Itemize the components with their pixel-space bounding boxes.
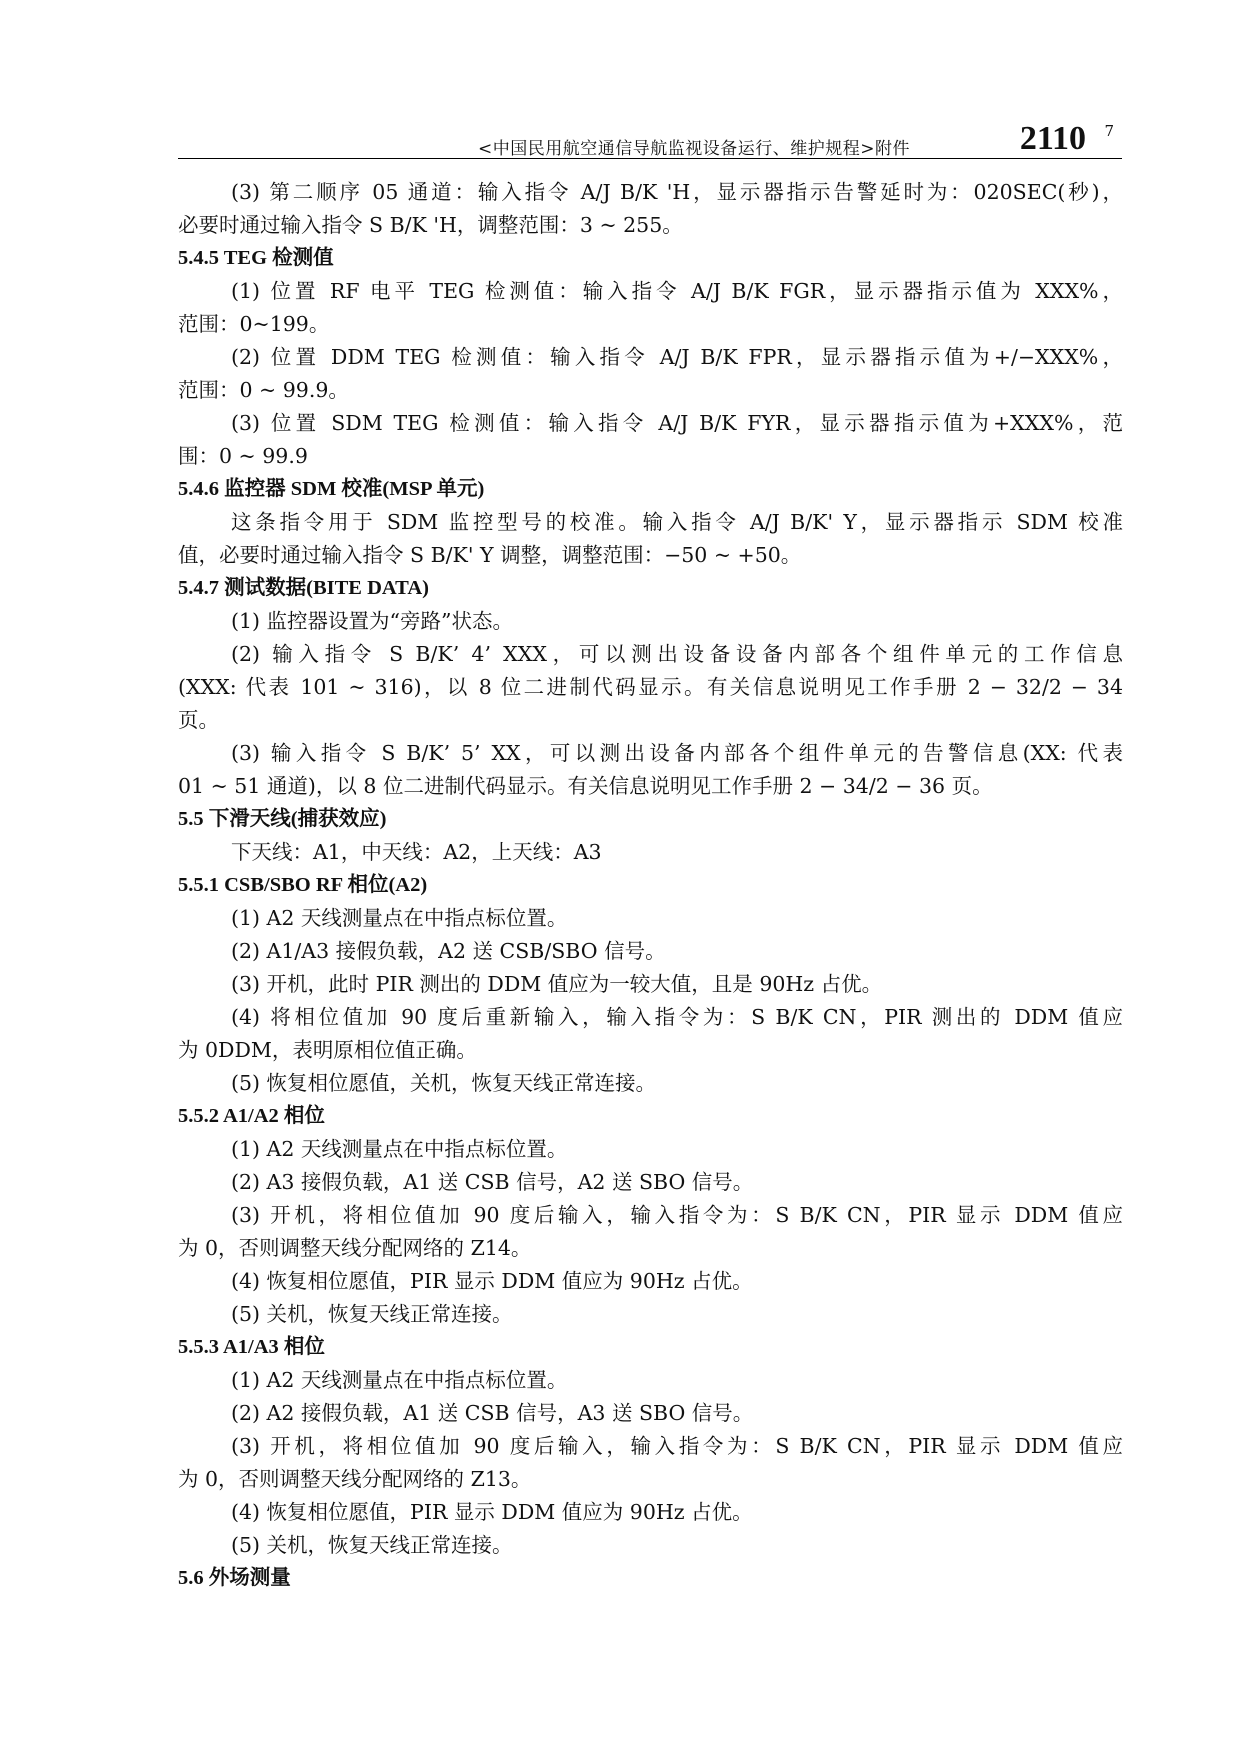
header-document-number: 2110 [1019, 120, 1086, 157]
text-line: (3) 开机，将相位值加 90 度后输入，输入指令为：S B/K CN，PIR 显示 DDM 值应 [231, 1434, 1123, 1458]
text-line: 范围：0 ~ 99.9。 [178, 378, 349, 402]
text-line: 这条指令用于 SDM 监控型号的校准。输入指令 A/J B/K' Y，显示器指示 SDM 校准 [231, 510, 1123, 534]
text-line: (2) 输入指令 S B/K’ 4’ XXX，可以测出设备设备内部各个组件单元的工作信息 [231, 642, 1123, 666]
text-line: (4) 恢复相位愿值，PIR 显示 DDM 值应为 90Hz 占优。 [231, 1269, 753, 1293]
section-heading: 5.5.3 A1/A3 相位 [178, 1336, 325, 1358]
text-line: 范围：0~199。 [178, 312, 330, 336]
text-line: 必要时通过输入指令 S B/K 'H，调整范围：3 ~ 255。 [178, 213, 683, 237]
text-line: (3) 位置 SDM TEG 检测值：输入指令 A/J B/K FYR，显示器指示值为+XXX%，范 [231, 411, 1123, 435]
text-line: 围：0 ~ 99.9 [178, 444, 308, 468]
text-line: (3) 开机，将相位值加 90 度后输入，输入指令为：S B/K CN，PIR 显示 DDM 值应 [231, 1203, 1123, 1227]
section-heading: 5.5.1 CSB/SBO RF 相位(A2) [178, 874, 428, 896]
text-line: 值，必要时通过输入指令 S B/K' Y 调整，调整范围：−50 ~ +50。 [178, 543, 802, 567]
text-line: 为 0，否则调整天线分配网络的 Z14。 [178, 1236, 532, 1260]
header-title: <中国民用航空通信导航监视设备运行、维护规程>附件 [478, 139, 910, 159]
text-line: (5) 恢复相位愿值，关机，恢复天线正常连接。 [231, 1071, 657, 1095]
text-line: (2) 位置 DDM TEG 检测值：输入指令 A/J B/K FPR，显示器指示值为+/−XXX%， [231, 345, 1123, 369]
header-rule [178, 158, 1122, 159]
text-line: (4) 将相位值加 90 度后重新输入，输入指令为：S B/K CN，PIR 测出的 DDM 值应 [231, 1005, 1123, 1029]
text-line: 页。 [178, 708, 219, 732]
text-line: (1) A2 天线测量点在中指点标位置。 [231, 1137, 568, 1161]
text-line: 为 0DDM，表明原相位值正确。 [178, 1038, 477, 1062]
section-heading: 5.4.5 TEG 检测值 [178, 247, 334, 269]
section-heading: 5.4.7 测试数据(BITE DATA) [178, 577, 429, 599]
text-line: (1) A2 天线测量点在中指点标位置。 [231, 1368, 568, 1392]
header-page-number: 7 [1104, 122, 1114, 140]
text-line: (4) 恢复相位愿值，PIR 显示 DDM 值应为 90Hz 占优。 [231, 1500, 753, 1524]
section-heading: 5.5 下滑天线(捕获效应) [178, 808, 387, 830]
text-line: (2) A2 接假负载，A1 送 CSB 信号，A3 送 SBO 信号。 [231, 1401, 754, 1425]
text-line: (1) A2 天线测量点在中指点标位置。 [231, 906, 568, 930]
section-heading: 5.5.2 A1/A2 相位 [178, 1105, 325, 1127]
section-heading: 5.6 外场测量 [178, 1567, 291, 1589]
text-line: (5) 关机，恢复天线正常连接。 [231, 1302, 513, 1326]
text-line: (1) 监控器设置为“旁路”状态。 [231, 609, 514, 633]
text-line: (XXX: 代表 101 ~ 316)，以 8 位二进制代码显示。有关信息说明见工作手册 2 − 32/2 − 34 [178, 675, 1123, 699]
text-line: (3) 开机，此时 PIR 测出的 DDM 值应为一较大值，且是 90Hz 占优。 [231, 972, 883, 996]
page-header [178, 112, 1122, 162]
text-line: 01 ~ 51 通道)，以 8 位二进制代码显示。有关信息说明见工作手册 2 − 34/2 − 36 页。 [178, 774, 993, 798]
text-line: (3) 第二顺序 05 通道：输入指令 A/J B/K 'H，显示器指示告警延时为：020SEC(秒)， [231, 180, 1123, 204]
text-line: (2) A3 接假负载，A1 送 CSB 信号，A2 送 SBO 信号。 [231, 1170, 754, 1194]
text-line: (1) 位置 RF 电平 TEG 检测值：输入指令 A/J B/K FGR，显示器指示值为 XXX%， [231, 279, 1123, 303]
text-line: (3) 输入指令 S B/K’ 5’ XX，可以测出设备内部各个组件单元的告警信息(XX: 代表 [231, 741, 1123, 765]
text-line: (2) A1/A3 接假负载，A2 送 CSB/SBO 信号。 [231, 939, 666, 963]
section-heading: 5.4.6 监控器 SDM 校准(MSP 单元) [178, 478, 485, 500]
document-body [178, 176, 1123, 1595]
text-line: (5) 关机，恢复天线正常连接。 [231, 1533, 513, 1557]
text-line: 下天线：A1，中天线：A2，上天线：A3 [231, 840, 602, 864]
text-line: 为 0，否则调整天线分配网络的 Z13。 [178, 1467, 532, 1491]
